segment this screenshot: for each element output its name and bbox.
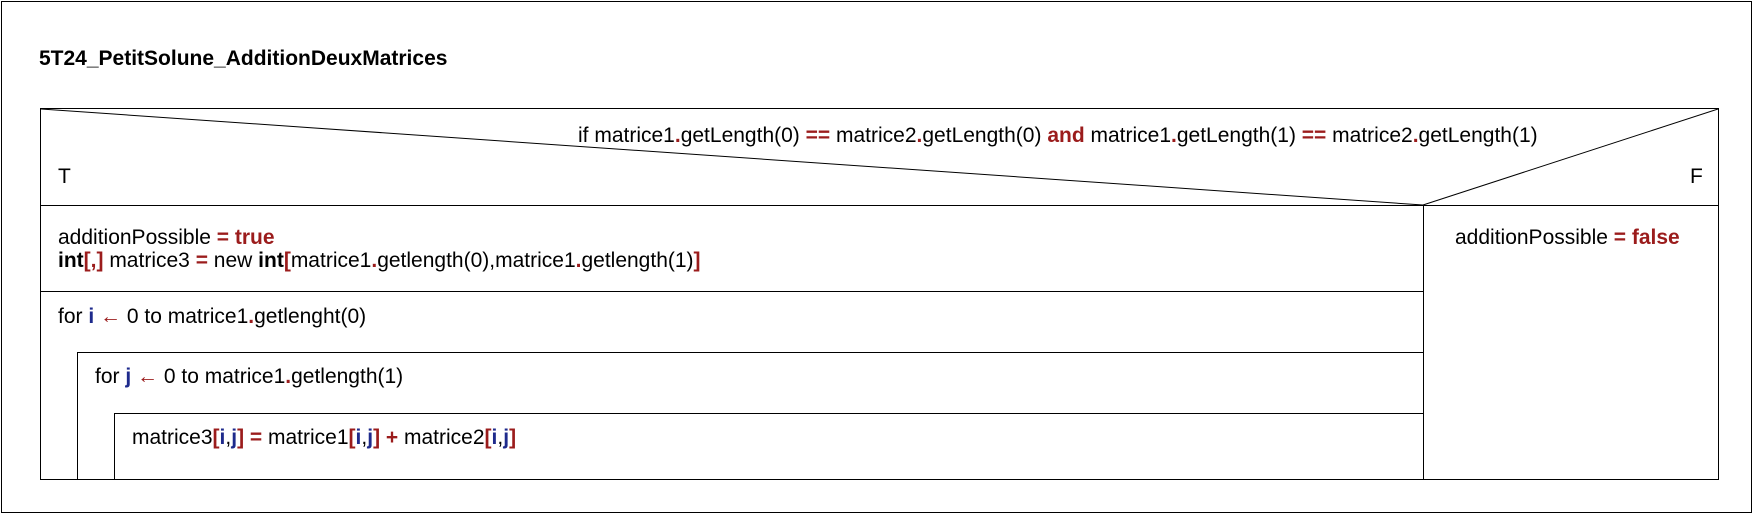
code-text: matrice2 xyxy=(404,426,485,449)
false-branch-label: F xyxy=(1690,165,1703,188)
loop-var: j xyxy=(125,365,132,388)
loop-i-body-left xyxy=(77,352,78,479)
index-var: j xyxy=(367,426,374,449)
code-text: matrice1 xyxy=(268,426,349,449)
cond-text: getLength(1) xyxy=(1418,124,1538,147)
index-var: j xyxy=(231,426,238,449)
bracket: [ xyxy=(348,426,356,449)
nassi-shneiderman-diagram xyxy=(40,108,1719,480)
bracket: [ xyxy=(212,426,220,449)
code-text: matrice3 xyxy=(132,426,213,449)
cond-text: if matrice1 xyxy=(578,124,675,147)
type-keyword: int xyxy=(58,249,84,272)
cond-operator: == xyxy=(1301,124,1327,147)
code-text: getlength(1) xyxy=(581,249,694,272)
block-divider xyxy=(41,291,1423,292)
dot: . xyxy=(285,365,292,388)
for-keyword: for xyxy=(58,305,89,328)
plus-op: + xyxy=(380,426,404,449)
statement-matrice3-decl xyxy=(58,249,701,273)
code-text: getlength(0),matrice1 xyxy=(377,249,576,272)
var-name: additionPossible xyxy=(1455,226,1608,249)
diagram-title: 5T24_PetitSolune_AdditionDeuxMatrices xyxy=(39,47,448,70)
header-divider xyxy=(41,205,1718,206)
code-text: 0 to matrice1 xyxy=(163,365,286,388)
loop-j-body-left xyxy=(114,413,115,479)
cond-dot: . xyxy=(1171,124,1177,147)
assign-op: = xyxy=(244,426,268,449)
loop-var: i xyxy=(88,305,95,328)
statement-addition-false xyxy=(1455,226,1680,250)
code-text: matrice1 xyxy=(290,249,372,272)
index-var: j xyxy=(503,426,510,449)
cond-text: matrice2 xyxy=(1326,124,1413,147)
cond-dot: . xyxy=(674,124,681,147)
arrow: ← xyxy=(94,305,127,328)
bracket: ] xyxy=(509,426,517,449)
code-text: matrice3 xyxy=(103,249,196,272)
comma: , xyxy=(497,426,504,449)
loop-i-body-top xyxy=(77,352,1423,353)
assign-op: = xyxy=(1607,226,1632,249)
code-text: getlenght(0) xyxy=(254,305,367,328)
cond-text: matrice2 xyxy=(830,124,917,147)
loop-j-body-top xyxy=(114,413,1423,414)
canvas-frame xyxy=(1,1,1752,513)
cond-dot: . xyxy=(1412,124,1419,147)
loop-j-header xyxy=(95,365,403,389)
comma: , xyxy=(361,426,368,449)
arrow: ← xyxy=(131,365,164,388)
index-var: i xyxy=(219,426,226,449)
if-condition xyxy=(578,124,1538,148)
bracket: ] xyxy=(373,426,381,449)
cond-text: matrice1 xyxy=(1084,124,1172,147)
bracket: ] xyxy=(693,249,701,272)
var-name: additionPossible xyxy=(58,226,211,249)
dot: . xyxy=(248,305,255,328)
statement-addition-true xyxy=(58,226,275,250)
code-text: new xyxy=(207,249,259,272)
for-keyword: for xyxy=(95,365,126,388)
code-text: getlength(1) xyxy=(291,365,404,388)
dot: . xyxy=(371,249,378,272)
cond-keyword: and xyxy=(1047,124,1085,147)
branch-divider xyxy=(1423,205,1424,479)
cond-text: getLength(1) xyxy=(1176,124,1302,147)
bool-literal: false xyxy=(1631,226,1680,249)
cond-text: getLength(0) xyxy=(680,124,806,147)
bracket: [ xyxy=(283,249,291,272)
dot: . xyxy=(575,249,582,272)
bracket: [,] xyxy=(83,249,104,272)
cond-text: getLength(0) xyxy=(922,124,1048,147)
code-text: 0 to matrice1 xyxy=(126,305,249,328)
true-branch-label: T xyxy=(58,165,71,188)
assign-op: = xyxy=(210,226,235,249)
cond-dot: . xyxy=(916,124,923,147)
loop-i-header xyxy=(58,305,366,329)
type-keyword: int xyxy=(258,249,284,272)
index-var: i xyxy=(355,426,362,449)
index-var: i xyxy=(491,426,498,449)
comma: , xyxy=(225,426,232,449)
bracket: ] xyxy=(237,426,245,449)
statement-sum xyxy=(132,426,516,450)
bracket: [ xyxy=(484,426,492,449)
cond-operator: == xyxy=(805,124,831,147)
bool-literal: true xyxy=(234,226,275,249)
assign-op: = xyxy=(195,249,208,272)
